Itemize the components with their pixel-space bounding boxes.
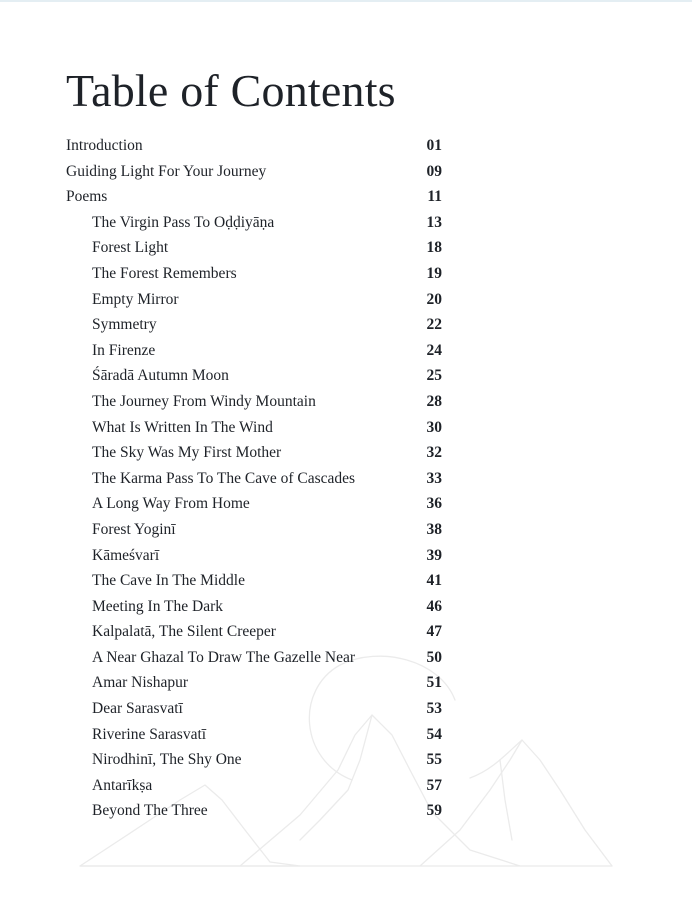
toc-page-number: 55 (426, 751, 442, 769)
toc-page-number: 41 (426, 572, 442, 590)
toc-page-number: 50 (426, 648, 442, 666)
toc-entry-title[interactable]: The Virgin Pass To Oḍḍiyāṇa (92, 213, 275, 231)
toc-subentry[interactable] (66, 568, 442, 594)
right-mountain-outline (420, 740, 612, 866)
toc-entry-title[interactable]: What Is Written In The Wind (92, 418, 273, 436)
toc-subentry[interactable] (66, 543, 442, 569)
right-mountain-ridge (470, 740, 522, 778)
toc-subentry[interactable] (66, 261, 442, 287)
toc-entry-title[interactable]: A Near Ghazal To Draw The Gazelle Near (92, 648, 356, 666)
toc-page-number: 38 (426, 520, 442, 538)
toc-page-number: 32 (426, 444, 442, 462)
toc-entry-title[interactable]: Kalpalatā, The Silent Creeper (92, 623, 276, 641)
toc-page-number: 18 (426, 239, 442, 257)
toc-page-number: 59 (426, 802, 442, 820)
toc-entry-title[interactable]: The Karma Pass To The Cave of Cascades (92, 469, 356, 487)
toc-subentry[interactable] (66, 363, 442, 389)
toc-subentry[interactable] (66, 210, 442, 236)
toc-entry-title[interactable]: The Journey From Windy Mountain (92, 392, 316, 410)
toc-page-number: 46 (426, 597, 442, 615)
toc-page-number: 25 (426, 367, 442, 385)
toc-entry-title[interactable]: Symmetry (92, 316, 157, 334)
toc-entry-title[interactable]: Amar Nishapur (92, 674, 188, 692)
toc-entry-title[interactable]: Poems (66, 188, 108, 206)
toc-page-number: 20 (426, 290, 442, 308)
toc-subentry[interactable] (66, 594, 442, 620)
toc-entry-title[interactable]: In Firenze (92, 341, 156, 359)
toc-subentry[interactable] (66, 312, 442, 338)
toc-page-number: 11 (427, 188, 442, 206)
toc-page-number: 01 (426, 137, 442, 154)
toc-subentry[interactable] (66, 645, 442, 671)
top-border-rule (0, 0, 692, 2)
toc-entry-title[interactable]: Śāradā Autumn Moon (92, 367, 229, 385)
toc-entry-title[interactable]: Introduction (66, 137, 143, 154)
table-of-contents (66, 133, 442, 824)
toc-subentry[interactable] (66, 466, 442, 492)
toc-entry-title[interactable]: Riverine Sarasvatī (92, 725, 207, 743)
toc-page-number: 39 (426, 546, 442, 564)
toc-entry[interactable] (66, 133, 442, 159)
toc-entry-title[interactable]: Antarīkṣa (92, 776, 153, 794)
toc-subentry[interactable] (66, 619, 442, 645)
toc-page-number: 51 (426, 674, 442, 692)
toc-entry-title[interactable]: Nirodhinī, The Shy One (92, 751, 242, 769)
toc-entry-title[interactable]: The Forest Remembers (92, 264, 237, 282)
toc-subentry[interactable] (66, 235, 442, 261)
toc-subentry[interactable] (66, 415, 442, 441)
toc-subentry[interactable] (66, 747, 442, 773)
toc-subentry[interactable] (66, 389, 442, 415)
toc-page-number: 09 (426, 162, 442, 180)
toc-subentry[interactable] (66, 517, 442, 543)
toc-page-number: 36 (426, 495, 442, 513)
toc-entry-title[interactable]: Kāmeśvarī (92, 546, 160, 564)
toc-subentry[interactable] (66, 440, 442, 466)
toc-page-number: 47 (426, 623, 442, 641)
toc-subentry[interactable] (66, 338, 442, 364)
toc-entry-title[interactable]: Dear Sarasvatī (92, 700, 183, 718)
toc-entry-title[interactable]: The Cave In The Middle (92, 572, 245, 590)
toc-subentry[interactable] (66, 287, 442, 313)
toc-entry-title[interactable]: Forest Light (92, 239, 169, 257)
toc-entry-title[interactable]: Forest Yoginī (92, 520, 176, 538)
toc-subentry[interactable] (66, 696, 442, 722)
toc-page-number: 24 (426, 341, 442, 359)
toc-entry-title[interactable]: Guiding Light For Your Journey (66, 162, 267, 180)
toc-entry-title[interactable]: Empty Mirror (92, 290, 179, 308)
right-mountain-inner (500, 760, 512, 840)
toc-entry-title[interactable]: The Sky Was My First Mother (92, 444, 282, 462)
toc-page-number: 22 (426, 316, 442, 334)
toc-subentry[interactable] (66, 491, 442, 517)
toc-entry-title[interactable]: Meeting In The Dark (92, 597, 223, 615)
toc-entry[interactable] (66, 184, 442, 210)
toc-page-number: 53 (426, 700, 442, 718)
toc-page-number: 33 (426, 469, 442, 487)
toc-entry-title[interactable]: Beyond The Three (92, 802, 208, 820)
toc-page-number: 19 (426, 264, 442, 282)
toc-page-number: 13 (426, 213, 442, 231)
toc-entry[interactable] (66, 159, 442, 185)
toc-entry-title[interactable]: A Long Way From Home (92, 495, 250, 513)
toc-subentry[interactable] (66, 773, 442, 799)
toc-subentry[interactable] (66, 798, 442, 824)
toc-subentry[interactable] (66, 670, 442, 696)
toc-page-number: 57 (426, 776, 442, 794)
page-title: Table of Contents (66, 65, 396, 116)
toc-page-number: 30 (426, 418, 442, 436)
toc-page-number: 28 (426, 392, 442, 410)
toc-subentry[interactable] (66, 722, 442, 748)
toc-page-number: 54 (426, 725, 442, 743)
